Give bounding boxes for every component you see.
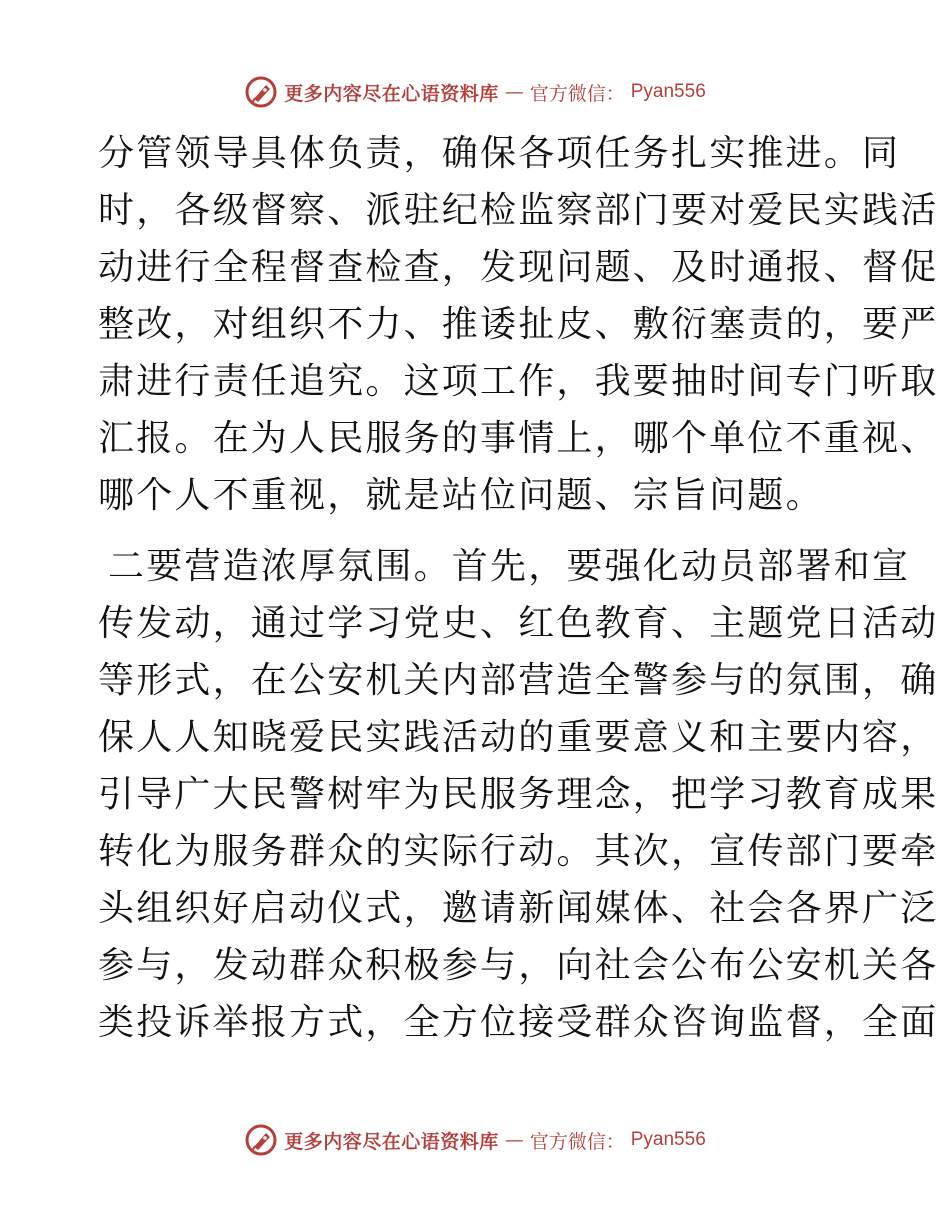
text-line: 动进行全程督查检查，发现问题、及时通报、督促 (98, 247, 939, 288)
wechat-label: 官方微信： (529, 1130, 625, 1153)
separator-dash: — (504, 1129, 524, 1151)
text-line: 哪个人不重视，就是站位问题、宗旨问题。 (98, 475, 824, 516)
footer-banner (0, 1120, 950, 1160)
text-line: 汇报。在为人民服务的事情上，哪个单位不重视、 (98, 418, 939, 459)
text-line: 等形式，在公安机关内部营造全警参与的氛围，确 (98, 660, 939, 701)
document-body (98, 125, 939, 1051)
text-line: 转化为服务群众的实际行动。其次，宣传部门要牵 (98, 831, 939, 872)
header-banner (0, 72, 950, 112)
text-line: 时，各级督察、派驻纪检监察部门要对爱民实践活 (98, 190, 939, 231)
site-name: 更多内容尽在心语资料库 (284, 82, 499, 105)
wechat-label: 官方微信： (529, 82, 625, 105)
text-line: 保人人知晓爱民实践活动的重要意义和主要内容， (98, 717, 939, 758)
text-line: 引导广大民警树牢为民服务理念，把学习教育成果 (98, 774, 939, 815)
paragraph-1 (98, 125, 939, 524)
text-line: 整改，对组织不力、推诿扯皮、敷衍塞责的，要严 (98, 304, 939, 345)
separator-dash: — (504, 81, 524, 103)
wechat-id: Pyan556 (630, 81, 706, 102)
text-line: 类投诉举报方式，全方位接受群众咨询监督，全面 (98, 1002, 939, 1043)
paragraph-2 (98, 538, 939, 1051)
wechat-id: Pyan556 (630, 1129, 706, 1150)
pen-nib-circle-icon (244, 1123, 278, 1157)
text-line: 参与，发动群众积极参与，向社会公布公安机关各 (98, 945, 939, 986)
text-line: 传发动，通过学习党史、红色教育、主题党日活动 (98, 603, 939, 644)
text-line: 二要营造浓厚氛围。首先，要强化动员部署和宣 (108, 546, 911, 587)
site-name: 更多内容尽在心语资料库 (284, 1130, 499, 1153)
pen-nib-circle-icon (244, 75, 278, 109)
text-line: 头组织好启动仪式，邀请新闻媒体、社会各界广泛 (98, 888, 939, 929)
text-line: 分管领导具体负责，确保各项任务扎实推进。同 (98, 133, 901, 174)
text-line: 肃进行责任追究。这项工作，我要抽时间专门听取 (98, 361, 939, 402)
